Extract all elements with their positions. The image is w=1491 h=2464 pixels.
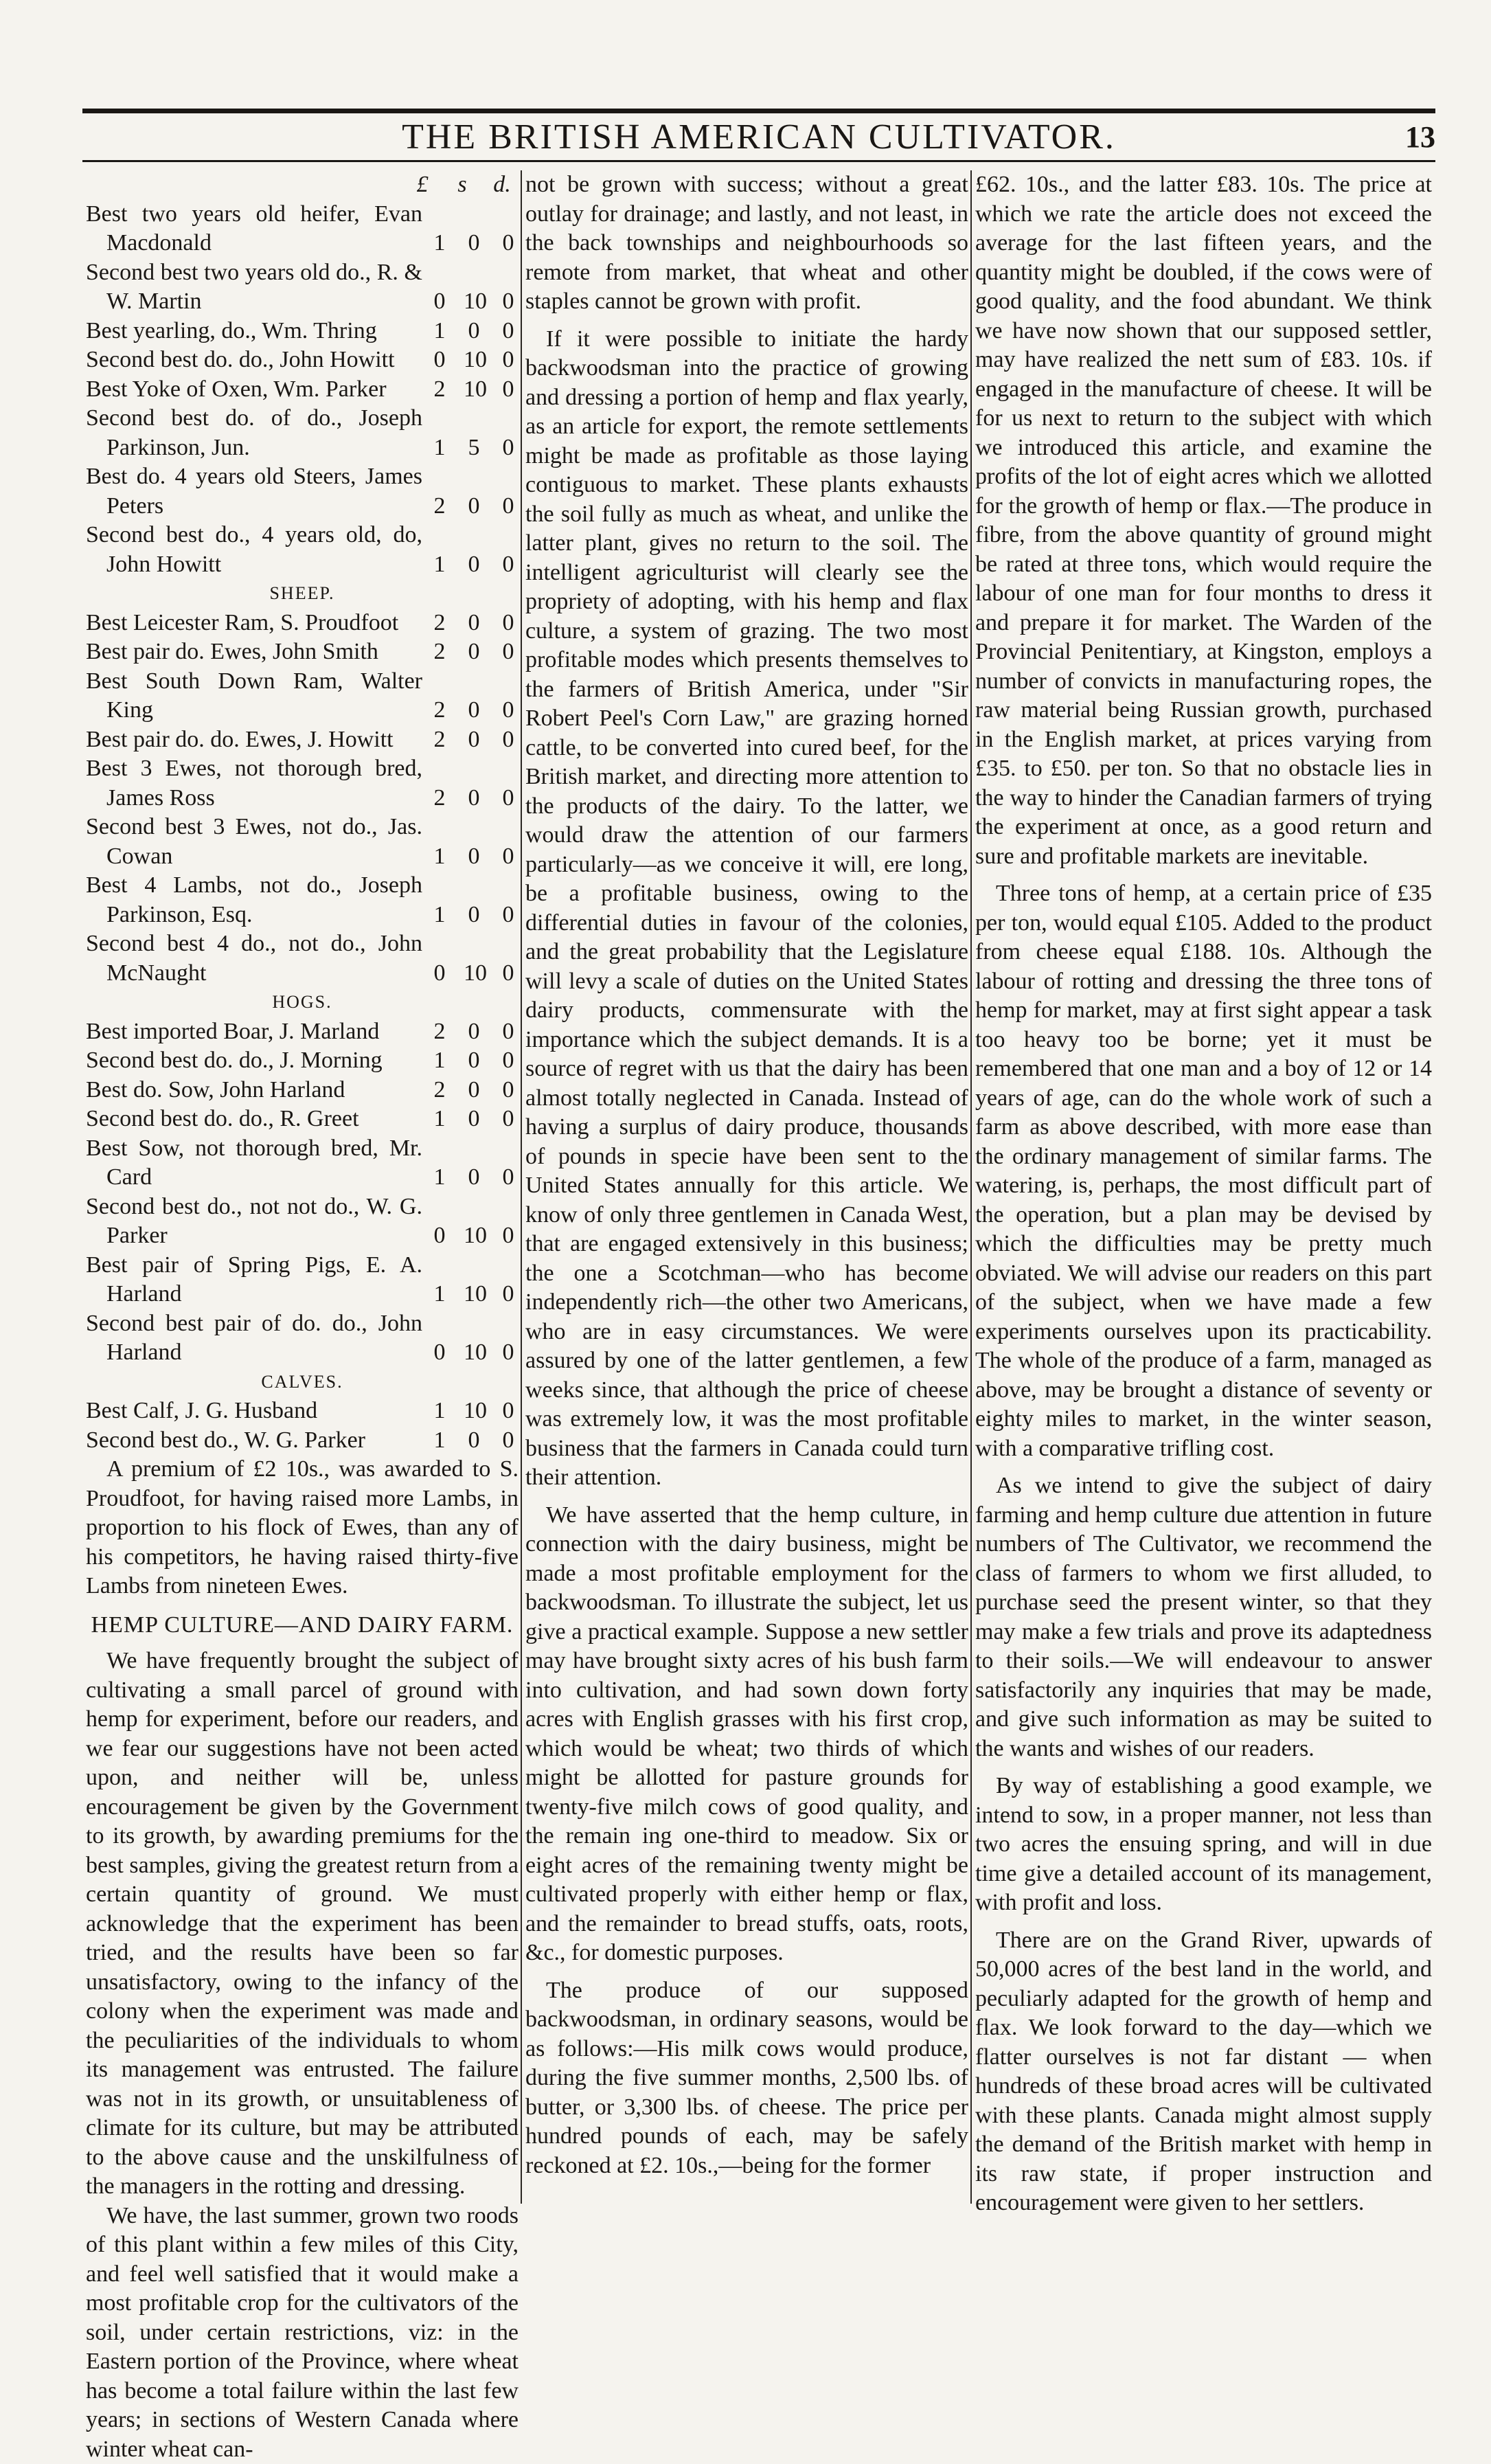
shillings-value: 0 <box>464 1076 484 1105</box>
pence-value: 0 <box>498 725 519 755</box>
pence-value: 0 <box>498 842 519 872</box>
pence-value: 0 <box>498 1046 519 1076</box>
pence-value: 0 <box>498 346 519 375</box>
pounds-value: 1 <box>429 1163 450 1193</box>
prize-amount <box>422 959 519 988</box>
prize-entry <box>86 521 519 579</box>
pounds-value: 0 <box>429 346 450 375</box>
prize-amount <box>422 1105 519 1134</box>
article-paragraph: not be grown with success; without a great outlay for drainage; and lastly, and not least, in the back townships and neighbourhoods so remote from market, that wheat and other staples cannot be grown with profit. <box>525 170 968 317</box>
shillings-value: 10 <box>464 346 484 375</box>
pounds-value: 1 <box>429 1397 450 1426</box>
pounds-value: 1 <box>429 901 450 930</box>
column-1 <box>86 170 519 2464</box>
pence-value: 0 <box>498 1397 519 1426</box>
prize-description: Best pair do. do. Ewes, J. Howitt <box>86 725 422 755</box>
prize-description: Best imported Boar, J. Marland <box>86 1017 422 1047</box>
prize-description: Best Calf, J. G. Husband <box>86 1397 422 1426</box>
pence-value: 0 <box>498 1338 519 1368</box>
prize-entry <box>86 317 519 346</box>
prize-entry <box>86 609 519 638</box>
header-rule-top <box>82 109 1435 113</box>
prize-amount <box>422 433 519 463</box>
prize-amount <box>422 375 519 405</box>
prize-entry <box>86 1426 519 1456</box>
prize-amount <box>422 1163 519 1193</box>
pounds-value: 2 <box>429 637 450 667</box>
prize-description: Second best do. do., John Howitt <box>86 346 422 375</box>
prize-list-hogs <box>86 1017 519 1368</box>
pounds-value: 2 <box>429 492 450 521</box>
prize-description: Second best do. of do., Joseph Parkinson, Jun. <box>86 404 422 462</box>
prize-amount <box>422 317 519 346</box>
article-paragraph: We have, the last summer, grown two roods of this plant within a few miles of this City, and feel well satisfied that it would make a most profitable crop for the cultivators of the soil, under certain restrictions, viz: in the Eastern portion of the Province, where wheat has become a total failure within the last few years; in sections of Western Canada where winter wheat can- <box>86 2202 519 2464</box>
pounds-value: 2 <box>429 784 450 813</box>
pounds-value: 1 <box>429 317 450 346</box>
shillings-value: 10 <box>464 959 484 988</box>
prize-entry <box>86 346 519 375</box>
page-number: 13 <box>1405 117 1435 158</box>
shillings-value: 0 <box>464 1017 484 1047</box>
pence-value: 0 <box>498 637 519 667</box>
prize-amount <box>422 229 519 258</box>
shillings-value: 0 <box>464 637 484 667</box>
prize-entry <box>86 1309 519 1368</box>
header-rule-bottom <box>82 160 1435 162</box>
pounds-value: 1 <box>429 1426 450 1456</box>
pence-value: 0 <box>498 492 519 521</box>
pounds-value: 1 <box>429 550 450 580</box>
prize-entry <box>86 1397 519 1426</box>
pence-value: 0 <box>498 696 519 725</box>
shillings-symbol: s <box>453 170 472 200</box>
shillings-value: 5 <box>464 433 484 463</box>
prize-entry <box>86 462 519 521</box>
pence-value: 0 <box>498 287 519 317</box>
prize-amount <box>422 1397 519 1426</box>
prize-amount <box>422 609 519 638</box>
article-heading: HEMP CULTURE—AND DAIRY FARM. <box>86 1611 519 1640</box>
pence-value: 0 <box>498 317 519 346</box>
article-paragraph: We have asserted that the hemp culture, in connection with the dairy business, might be made a most profitable employment for the backwoodsman. To illustrate the subject, let us give a practical example. Suppose a new settler may have brought sixty acres of his bush farm into cultivation, and had sown down forty acres with English grasses with his first crop, which would be wheat; two thirds of which might be allotted for pasture grounds for twenty-five milch cows of good quality, and the remain ing one-third to meadow. Six or eight acres of the remaining twenty might be cultivated properly with either hemp or flax, and the remainder to bread stuffs, oats, roots, &c., for domestic purposes. <box>525 1501 968 1968</box>
pounds-value: 2 <box>429 609 450 638</box>
article-paragraph: £62. 10s., and the latter £83. 10s. The price at which we rate the article does not exceed the average for the last fifteen years, and the quantity might be doubled, if the cows were of good quality, and the food abundant. We think we have now shown that our supposed settler, may have realized the nett sum of £83. 10s. if engaged in the manufacture of cheese. It will be for us next to return to the subject with which we introduced this article, and examine the profits of the lot of eight acres which we allotted for the growth of hemp or flax.—The produce in fibre, from the above quantity of ground might be rated at three tons, which would require the labour of one man for four months to dress it and prepare it for market. The Warden of the Provincial Penitentiary, at Kingston, employs a number of convicts in manufacturing ropes, the raw material being Russian growth, purchased in the English market, at prices varying from £35. to £50. per ton. So that no obstacle lies in the way to hinder the Canadian farmers of trying the experiment at once, as a good return and sure and profitable markets are inevitable. <box>975 170 1432 871</box>
prize-amount <box>422 901 519 930</box>
pounds-value: 0 <box>429 287 450 317</box>
prize-amount <box>422 550 519 580</box>
prize-amount <box>422 287 519 317</box>
article-paragraph: As we intend to give the subject of dairy farming and hemp culture due attention in future numbers of The Cultivator, we recommend the class of farmers to whom we first alluded, to purchase seed the present winter, so that they may make a few trials and prove its adaptedness to their soils.—We will endeavour to answer satisfactorily any inquiries that may be made, and give such information as may be suited to the wants and wishes of our readers. <box>975 1471 1432 1763</box>
pounds-value: 1 <box>429 1046 450 1076</box>
article-paragraph: We have frequently brought the subject of cultivating a small parcel of ground with hemp for experiment, before our readers, and we fear our suggestions have not been acted upon, and neither will be, unless encouragement be given by the Government to its growth, by awarding premiums for the best samples, giving the greatest return from a certain quantity of ground. We must acknowledge that the experiment has been tried, and the results have been so far unsatisfactory, owing to the infancy of the colony when the experiment was made and the peculiarities of the individuals to whom its management was entrusted. The failure was not in its growth, or unsuitableness of climate for its culture, but may be attributed to the above cause and the unskilfulness of the managers in the rotting and dressing. <box>86 1647 519 2202</box>
pounds-value: 1 <box>429 1105 450 1134</box>
prize-description: Best Yoke of Oxen, Wm. Parker <box>86 375 422 405</box>
prize-entry <box>86 637 519 667</box>
pence-value: 0 <box>498 229 519 258</box>
pounds-value: 2 <box>429 1076 450 1105</box>
prize-entry <box>86 667 519 725</box>
article-paragraph: Three tons of hemp, at a certain price of £35 per ton, would equal £105. Added to the product from cheese equal £188. 10s. Although the labour of rotting and dressing the three tons of hemp for market, may at first sight appear a task too heavy too be borne; yet it must be remembered that one man and a boy of 12 or 14 years of age, can do the whole work of such a farm as above described, with more ease than the ordinary management of similar farms. The watering, is, perhaps, the most difficult part of the operation, but a plan may be devised by which the difficulties may be pretty much obviated. We will advise our readers on this part of the subject, when we have made a few experiments ourselves upon its practicability. The whole of the produce of a farm, managed as above, may be brought a distance of seventy or eighty miles to market, in the winter season, with a comparative trifling cost. <box>975 879 1432 1463</box>
premium-note: A premium of £2 10s., was awarded to S. Proudfoot, for having raised more Lambs, in proportion to his flock of Ewes, than any of his competitors, he having raised thirty-five Lambs from nineteen Ewes. <box>86 1455 519 1601</box>
shillings-value: 10 <box>464 1338 484 1368</box>
pounds-value: 1 <box>429 433 450 463</box>
shillings-value: 0 <box>464 229 484 258</box>
shillings-value: 10 <box>464 375 484 405</box>
prize-amount <box>422 1046 519 1076</box>
category-calves: CALVES. <box>86 1368 519 1397</box>
prize-entry <box>86 200 519 258</box>
page-header <box>82 117 1435 158</box>
shillings-value: 0 <box>464 1426 484 1456</box>
shillings-value: 0 <box>464 1105 484 1134</box>
category-hogs: HOGS. <box>86 988 519 1017</box>
prize-description: Best Leicester Ram, S. Proudfoot <box>86 609 422 638</box>
prize-entry <box>86 929 519 988</box>
pounds-value: 0 <box>429 959 450 988</box>
prize-list-calves <box>86 1397 519 1455</box>
prize-description: Second best pair of do. do., John Harland <box>86 1309 422 1368</box>
prize-entry <box>86 725 519 755</box>
prize-description: Second best two years old do., R. & W. Martin <box>86 258 422 317</box>
pence-value: 0 <box>498 1426 519 1456</box>
pence-value: 0 <box>498 1017 519 1047</box>
prize-description: Second best do. do., J. Morning <box>86 1046 422 1076</box>
prize-amount <box>422 346 519 375</box>
shillings-value: 0 <box>464 1046 484 1076</box>
prize-amount <box>422 784 519 813</box>
prize-entry <box>86 1193 519 1251</box>
column-2 <box>525 170 968 2180</box>
pounds-value: 0 <box>429 1221 450 1251</box>
shillings-value: 0 <box>464 550 484 580</box>
shillings-value: 0 <box>464 901 484 930</box>
shillings-value: 0 <box>464 492 484 521</box>
pounds-value: 1 <box>429 229 450 258</box>
article-paragraph: If it were possible to initiate the hardy backwoodsman into the practice of growing and dressing a portion of hemp and flax yearly, as an article for export, the remote settlements might be made as profitable as those laying contiguous to market. These plants exhausts the soil fully as much as wheat, and unlike the latter plant, gives no return to the soil. The intelligent agriculturist will clearly see the propriety of adopting, with his hemp and flax culture, a system of grazing. The two most profitable modes which presents themselves to the farmers of British America, under "Sir Robert Peel's Corn Law," are grazing horned cattle, to be converted into cured beef, for the British market, and directing more attention to the products of the dairy. To the latter, we would draw the attention of our farmers particularly—as we conceive it will, ere long, be a profitable business, owing to the differential duties in favour of the colonies, and the great probability that the Legislature will levy a scale of duties on the United States dairy products, commensurate with the importance which the subject demands. It is a source of regret with us that the dairy has been almost totally neglected in Canada. Instead of having a surplus of dairy produce, thousands of pounds in specie have been sent to the United States annually for this article. We know of only three gentlemen in Canada West, that are engaged extensively in this business; the one a Scotchman—who has become independently rich—the other two Americans, who are in easy circumstances. We were assured by one of the latter gentlemen, a few weeks since, that although the price of cheese was extremely low, it was the most profitable business that the farmers in Canada could turn their attention. <box>525 325 968 1493</box>
column-3 <box>975 170 1432 2218</box>
article-paragraph: By way of establishing a good example, we intend to sow, in a proper manner, not less than two acres the ensuing spring, and will in due time give a detailed account of its management, with profit and loss. <box>975 1772 1432 1918</box>
shillings-value: 0 <box>464 1163 484 1193</box>
pence-value: 0 <box>498 609 519 638</box>
currency-header <box>86 170 519 200</box>
prize-description: Best 4 Lambs, not do., Joseph Parkinson, Esq. <box>86 871 422 929</box>
prize-entry <box>86 1017 519 1047</box>
column-divider-2 <box>970 170 972 2204</box>
prize-description: Best do. 4 years old Steers, James Peters <box>86 462 422 521</box>
prize-amount <box>422 637 519 667</box>
pence-value: 0 <box>498 959 519 988</box>
prize-entry <box>86 1251 519 1309</box>
pence-value: 0 <box>498 1105 519 1134</box>
prize-description: Second best 3 Ewes, not do., Jas. Cowan <box>86 813 422 871</box>
pounds-value: 1 <box>429 842 450 872</box>
prize-amount <box>422 1017 519 1047</box>
shillings-value: 0 <box>464 725 484 755</box>
pence-value: 0 <box>498 550 519 580</box>
prize-amount <box>422 1221 519 1251</box>
article-paragraph: The produce of our supposed backwoodsman, in ordinary seasons, would be as follows:—His milk cows would produce, during the five summer months, 2,500 lbs. of butter, or 3,300 lbs. of cheese. The price per hundred pounds of each, may be safely reckoned at £2. 10s.,—being for the former <box>525 1976 968 2181</box>
prize-amount <box>422 725 519 755</box>
prize-entry <box>86 1076 519 1105</box>
pence-value: 0 <box>498 1076 519 1105</box>
pounds-value: 2 <box>429 696 450 725</box>
prize-entry <box>86 375 519 405</box>
prize-amount <box>422 842 519 872</box>
pounds-value: 2 <box>429 1017 450 1047</box>
column-divider-1 <box>521 170 522 2204</box>
prize-description: Best Sow, not thorough bred, Mr. Card <box>86 1134 422 1193</box>
prize-amount <box>422 1338 519 1368</box>
prize-list-sheep <box>86 609 519 988</box>
prize-entry <box>86 258 519 317</box>
shillings-value: 10 <box>464 1397 484 1426</box>
pence-value: 0 <box>498 433 519 463</box>
shillings-value: 0 <box>464 317 484 346</box>
prize-entry <box>86 754 519 813</box>
pence-value: 0 <box>498 1221 519 1251</box>
pounds-value: 1 <box>429 1280 450 1309</box>
pence-value: 0 <box>498 375 519 405</box>
prize-entry <box>86 871 519 929</box>
pounds-symbol: £ <box>413 170 432 200</box>
prize-description: Second best do., 4 years old, do, John Howitt <box>86 521 422 579</box>
prize-entry <box>86 404 519 462</box>
prize-description: Best pair do. Ewes, John Smith <box>86 637 422 667</box>
shillings-value: 0 <box>464 784 484 813</box>
shillings-value: 10 <box>464 287 484 317</box>
pence-symbol: d. <box>492 170 512 200</box>
prize-amount <box>422 492 519 521</box>
prize-description: Best 3 Ewes, not thorough bred, James Ross <box>86 754 422 813</box>
prize-description: Best pair of Spring Pigs, E. A. Harland <box>86 1251 422 1309</box>
prize-description: Second best do., not not do., W. G. Parker <box>86 1193 422 1251</box>
pounds-value: 0 <box>429 1338 450 1368</box>
article-paragraph: There are on the Grand River, upwards of 50,000 acres of the best land in the world, and peculiarly adapted for the growth of hemp and flax. We look forward to the day—which we flatter ourselves is not far distant — when hundreds of these broad acres will be cultivated with these plants. Canada might almost supply the demand of the British market with hemp in its raw state, if proper instruction and encouragement were given to her settlers. <box>975 1926 1432 2218</box>
prize-amount <box>422 1426 519 1456</box>
prize-description: Best do. Sow, John Harland <box>86 1076 422 1105</box>
prize-amount <box>422 1280 519 1309</box>
prize-entry <box>86 1105 519 1134</box>
pence-value: 0 <box>498 1280 519 1309</box>
prize-amount <box>422 1076 519 1105</box>
shillings-value: 0 <box>464 842 484 872</box>
pounds-value: 2 <box>429 725 450 755</box>
shillings-value: 10 <box>464 1221 484 1251</box>
prize-amount <box>422 696 519 725</box>
prize-description: Best two years old heifer, Evan Macdonald <box>86 200 422 258</box>
prize-entry <box>86 1134 519 1193</box>
masthead-title: THE BRITISH AMERICAN CULTIVATOR. <box>82 117 1435 158</box>
prize-description: Second best do. do., R. Greet <box>86 1105 422 1134</box>
prize-description: Second best do., W. G. Parker <box>86 1426 422 1456</box>
category-sheep: SHEEP. <box>86 579 519 609</box>
prize-entry <box>86 813 519 871</box>
pence-value: 0 <box>498 901 519 930</box>
pence-value: 0 <box>498 784 519 813</box>
shillings-value: 0 <box>464 609 484 638</box>
prize-description: Best South Down Ram, Walter King <box>86 667 422 725</box>
prize-description: Best yearling, do., Wm. Thring <box>86 317 422 346</box>
prize-entry <box>86 1046 519 1076</box>
prize-description: Second best 4 do., not do., John McNaught <box>86 929 422 988</box>
prize-list-cattle <box>86 200 519 580</box>
pence-value: 0 <box>498 1163 519 1193</box>
pounds-value: 2 <box>429 375 450 405</box>
shillings-value: 10 <box>464 1280 484 1309</box>
shillings-value: 0 <box>464 696 484 725</box>
